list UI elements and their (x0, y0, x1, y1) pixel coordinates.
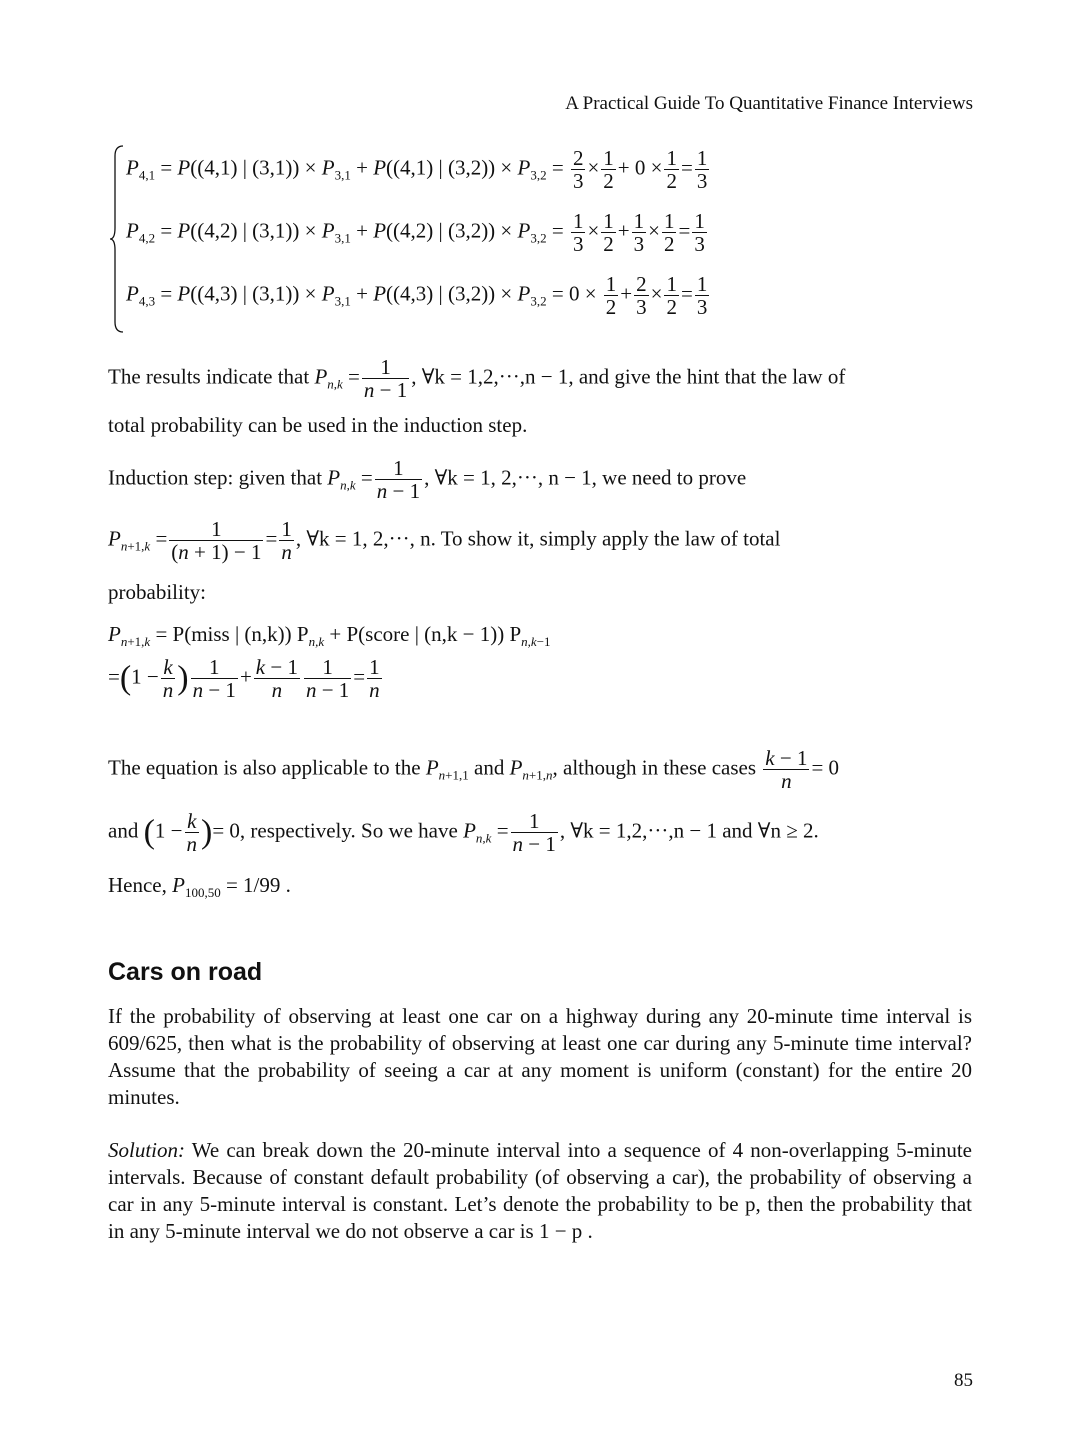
page-number: 85 (954, 1370, 973, 1391)
equation-p41: $P_{4,1} = P((4,1)$ | $(3,1)) \times P_{3,1} + P((4,1)$ | $(3,2)) \times P_{3,2}$ = $\frac{2}{3}$ × $\frac{1}{2}$ + 0 × $\frac{1}{2}$ = $\frac{1}{3}$ (126, 146, 708, 193)
total-probability-result: =(1 − $\frac{k}{n}$ ) $\frac{1}{n - 1}$ + $\frac{k - 1}{n}$ $\frac{1}{n - 1}$ = $\frac{1}{n}$ (108, 655, 380, 702)
total-probability-eq: $P_{n+1,k}$ = P(miss | (n,k)) $P_{n,k}$ + P(score | (n,k − 1)) $P_{n,k-1}$ (108, 622, 551, 649)
equation-p43: $P_{4,3} = P((4,3)$ | $(3,1)) \times P_{3,1} + P((4,3)$ | $(3,2)) \times P_{3,2} = 0$ × $\frac{1}{2}$ + $\frac{2}{3}$ × $\frac{1}{2}$ = $\frac{1}{3}$ (126, 272, 708, 319)
problem-statement: If the probability of observing at least one car on a highway during any 20-minute time interval is 609/625, then what is the probability of observing at least one car during any 5-minute time interval? Assume that the probability of seeing a car at any moment is uniform (constant) for the entire 20 minutes. (108, 1004, 972, 1109)
probability-label: probability: (108, 580, 206, 604)
running-header: A Practical Guide To Quantitative Finance Interviews (565, 93, 973, 114)
left-brace (110, 144, 124, 334)
conclusion-line: and (1 − $\frac{k}{n}$ )= 0, respectively. So we have $P_{n,k}$ = $\frac{1}{n - 1}$ , ∀k = 1,2,···,n − 1 and ∀n ≥ 2. (108, 809, 819, 856)
equation-p42: $P_{4,2} = P((4,2)$ | $(3,1)) \times P_{3,1} + P((4,2)$ | $(3,2)) \times P_{3,2}$ = $\frac{1}{3}$ × $\frac{1}{2}$ + $\frac{1}{3}$ × $\frac{1}{2}$ = $\frac{1}{3}$ (126, 209, 705, 256)
induction-line: Induction step: given that $P_{n,k}$ = $\frac{1}{n - 1}$ , ∀k = 1, 2,···, n − 1, we need to prove (108, 456, 747, 503)
induction-target-line: $P_{n+1,k}$ = $\frac{1}{(n + 1) - 1}$ = $\frac{1}{n}$ , ∀k = 1, 2,···, n. To show it, simply apply the law of total (108, 517, 781, 564)
solution-label: Solution: (108, 1138, 185, 1162)
applicability-line: The equation is also applicable to the $P_{n+1,1}$ and $P_{n+1,n}$, although in these cases $\frac{k - 1}{n}$ = 0 (108, 746, 840, 793)
results-line: The results indicate that $P_{n,k}$ = $\frac{1}{n - 1}$ , ∀k = 1,2,···,n − 1, and give the hint that the law of (108, 355, 846, 402)
section-title: Cars on road (108, 958, 263, 986)
solution-body: We can break down the 20-minute interval into a sequence of 4 non-overlapping 5-minute intervals. Because of constant default probability (of observing a car), the probability of observing a car in any 5-minute interval is constant. Let’s denote the probability to be p, then the probability that in any 5-minute interval we do not observe a car is 1 − p . (108, 1138, 972, 1243)
hence-line: Hence, $P_{100,50} = 1/99$ . (108, 873, 291, 900)
results-line-2: total probability can be used in the induction step. (108, 413, 528, 437)
solution-paragraph (108, 1137, 972, 1245)
